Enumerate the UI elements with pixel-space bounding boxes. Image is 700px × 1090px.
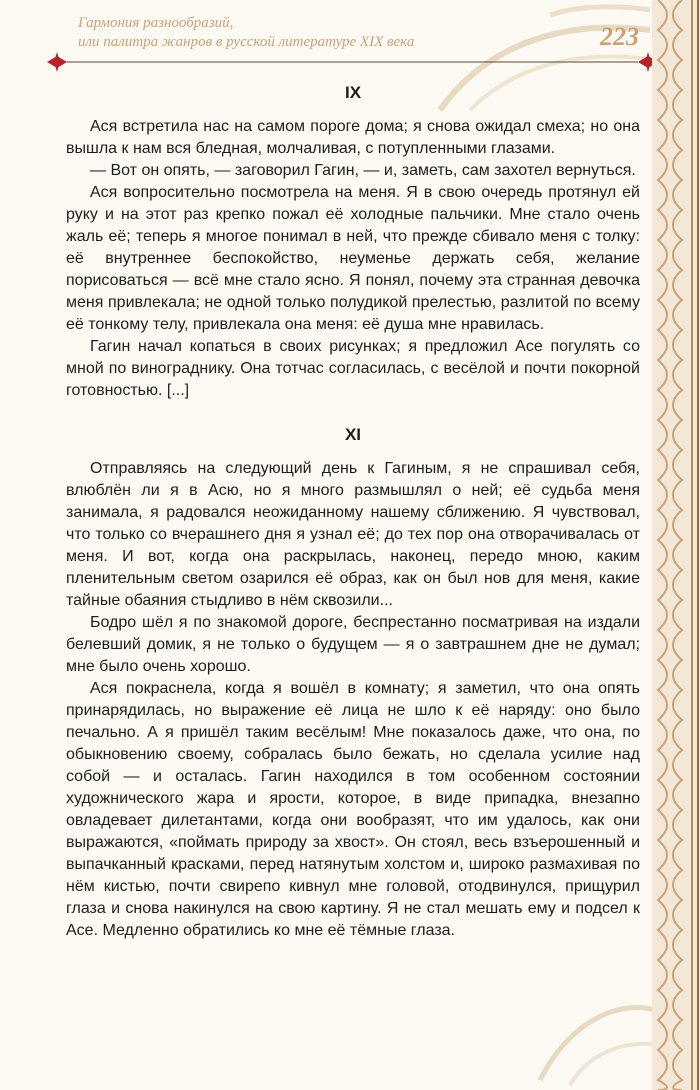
- paragraph: Ася вопросительно посмотрела на меня. Я в свою очередь протянул ей руку и на этот раз крепко пожал её холодные пальчики. Мне стало очень жаль её; теперь я многое понимал в ней, что прежде сбивало меня с толку: её внутреннее беспокойство, неуменье держать себя, желание порисоваться — всё мне стало ясно. Я понял, почему эта странная девочка меня привлекала; не одной только полудикой прелестью, разлитой по всему её тонкому телу, привлекала она меня: её душа мне нравилась.: [66, 184, 640, 333]
- section-xi: [66, 424, 640, 942]
- gold-braid-border-icon: [652, 0, 700, 1090]
- running-header-line-2: или палитра жанров в русской литературе XIX века: [78, 34, 415, 50]
- section-heading: XI: [344, 425, 362, 444]
- section-ix: [66, 82, 640, 402]
- paragraph: Гагин начал копаться в своих рисунках; я предложил Асе погулять со мной по винограднику. Она тотчас согласилась, с весёлой и почти покорной готовностью. [...]: [66, 338, 640, 399]
- paragraph: Ася покраснела, когда я вошёл в комнату; я заметил, что она опять принарядилась, но выражение её лица не шло к её наряду: оно было печально. А я пришёл таким весёлым! Мне показалось даже, что она, по обыкновению своему, собралась было бежать, но сделала усилие над собой — и осталась. Гагин находился в том особенном состоянии художнического жара и ярости, которое, в виде припадка, внезапно овладевает дилетантами, когда они вообразят, что им удалось, как они выражаются, «поймать природу за хвост». Он стоял, весь взъерошенный и выпачканный красками, перед натянутым холстом и, широко размахивая по нём кистью, почти свирепо кивнул мне головой, отодвинулся, прищурил глаза и снова накинулся на свою картину. Я не стал мешать ему и подсел к Асе. Медленно обратились ко мне её тёмные глаза.: [66, 680, 640, 939]
- section-heading: IX: [344, 83, 362, 102]
- paragraph: Отправляясь на следующий день к Гагиным, я не спрашивал себя, влюблён ли я в Асю, но я много размышлял о ней; её судьба меня занимала, я радовался неожиданному нашему сближению. Я чувствовал, что только со вчерашнего дня я узнал её; до тех пор она отворачивалась от меня. И вот, когда она раскрылась, наконец, передо мною, каким пленительным светом озарился её образ, как он был нов для меня, какие тайные обаяния стыдливо в нём сквозили...: [66, 460, 640, 609]
- main-text: [66, 82, 640, 964]
- paragraph: — Вот он опять, — заговорил Гагин, — и, заметь, сам захотел вернуться.: [90, 162, 636, 179]
- page-number: 223: [600, 22, 639, 51]
- paragraph: Бодро шёл я по знакомой дороге, беспрестанно посматривая на издали белевший домик, я не только о будущем — я о завтрашнем дне не думал; мне было очень хорошо.: [66, 614, 640, 675]
- running-header-line-1: Гармония разнообразий,: [78, 15, 234, 31]
- paragraph: Ася встретила нас на самом пороге дома; я снова ожидал смеха; но она вышла к нам вся бледная, молчаливая, с потупленными глазами.: [66, 118, 640, 157]
- bottom-swirl-ornament-icon: [530, 960, 660, 1090]
- running-header: [78, 14, 498, 52]
- header-rule: [45, 50, 660, 74]
- left-red-fleur-icon: [47, 52, 67, 72]
